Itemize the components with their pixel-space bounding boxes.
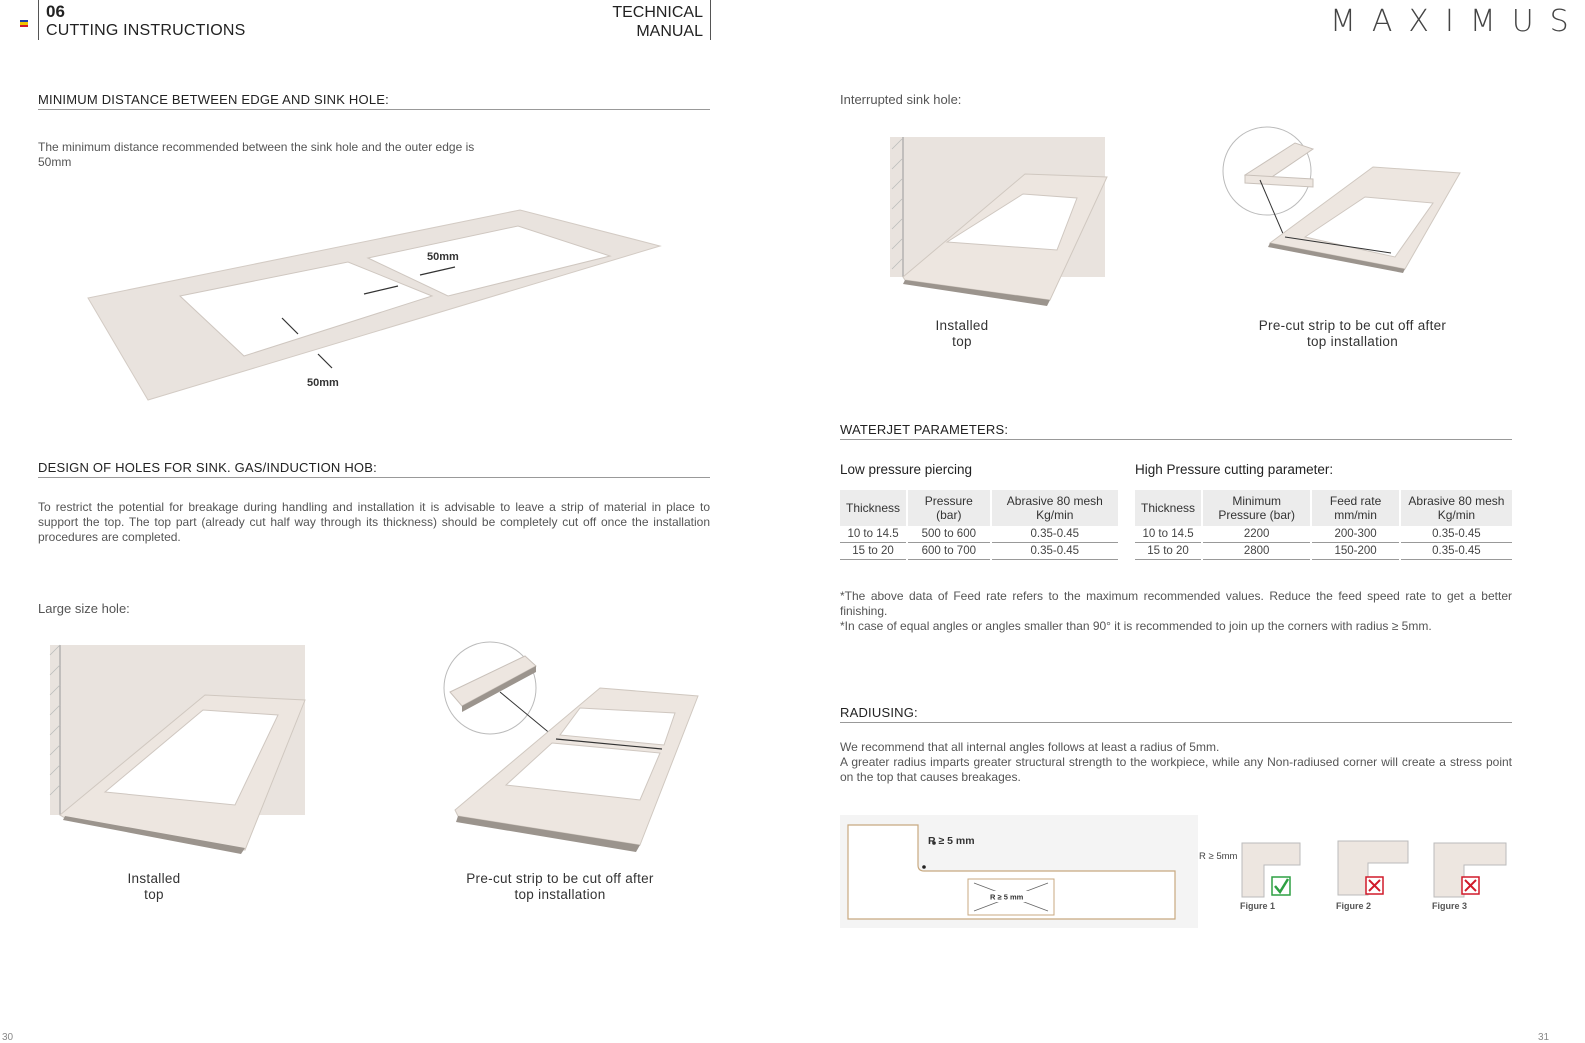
corner-figures	[1196, 835, 1514, 917]
low-pressure-table	[838, 490, 1120, 560]
high-header-thickness: Thickness	[1135, 490, 1201, 526]
table-cell: 15 to 20	[840, 543, 906, 560]
label-50mm-top: 50mm	[427, 251, 459, 263]
caption-installed-large-line2: top	[144, 887, 164, 902]
table-cell: 2200	[1203, 526, 1310, 543]
manual-title	[612, 3, 703, 41]
caption-precut-large-line1: Pre-cut strip to be cut off after	[466, 871, 654, 886]
table-cell: 15 to 20	[1135, 543, 1201, 560]
table-cell: 10 to 14.5	[1135, 526, 1201, 543]
arrow-bottom-b	[318, 354, 332, 368]
table-cell: 0.35-0.45	[992, 526, 1118, 543]
flag-stripe-red	[20, 25, 28, 27]
interrupted-precut-diagram	[1215, 125, 1470, 275]
manual-title-line2: MANUAL	[636, 23, 703, 40]
table-cell: 150-200	[1312, 543, 1399, 560]
interrupted-subtitle: Interrupted sink hole:	[840, 92, 962, 107]
low-header-abrasive: Abrasive 80 mesh Kg/min	[992, 490, 1118, 526]
radiusing-text	[840, 740, 1512, 785]
radiusing-text-line1: We recommend that all internal angles follows at least a radius of 5mm.	[840, 740, 1220, 754]
page-number-left: 30	[2, 1032, 14, 1043]
interrupted-installed-diagram	[885, 132, 1110, 307]
waterjet-note-angles: *In case of equal angles or angles smaller than 90° it is recommended to join up the corners with radius ≥ 5mm.	[840, 619, 1432, 633]
figure-2-label: Figure 2	[1336, 901, 1372, 911]
radius-label-outer: R ≥ 5 mm	[928, 835, 975, 847]
page-number-right: 31	[1538, 1032, 1550, 1043]
radiusing-text-line2: A greater radius imparts greater structural strength to the workpiece, while any Non-radiused corner will create a stress point on the top that causes breakages.	[840, 755, 1512, 784]
sink-distance-diagram	[80, 200, 670, 410]
low-header-thickness: Thickness	[840, 490, 906, 526]
figure-1	[1240, 843, 1300, 911]
radius-shape-diagram	[840, 815, 1200, 930]
section-title-waterjet: WATERJET PARAMETERS:	[840, 422, 1512, 440]
caption-precut-large	[440, 871, 680, 903]
figure-3	[1432, 843, 1506, 911]
high-header-feed-rate: Feed rate mm/min	[1312, 490, 1399, 526]
caption-installed-large	[94, 871, 214, 903]
caption-installed-interrupted	[902, 318, 1022, 350]
high-header-abrasive: Abrasive 80 mesh Kg/min	[1401, 490, 1512, 526]
table-cell: 500 to 600	[908, 526, 990, 543]
table-row	[840, 526, 1118, 543]
min-distance-text-line1: The minimum distance recommended between the sink hole and the outer edge is	[38, 140, 475, 154]
radius-marker-top	[922, 865, 926, 869]
large-hole-installed-diagram	[45, 640, 315, 860]
section-title-hole-design: DESIGN OF HOLES FOR SINK. GAS/INDUCTION HOB:	[38, 460, 710, 478]
table-row	[1135, 543, 1512, 560]
figure-1-label: Figure 1	[1240, 901, 1276, 911]
min-distance-text	[38, 140, 538, 170]
chapter-header	[38, 0, 711, 40]
radius-label-inner: R ≥ 5 mm	[990, 892, 1024, 902]
language-flag-icon	[20, 20, 28, 27]
table-row	[1135, 526, 1512, 543]
caption-precut-interrupted-line2: top installation	[1306, 334, 1399, 349]
corner-radius-label: R ≥ 5mm	[1199, 851, 1238, 862]
high-header-pressure: Minimum Pressure (bar)	[1203, 490, 1310, 526]
low-header-pressure: Pressure (bar)	[908, 490, 990, 526]
caption-installed-large-line1: Installed	[127, 871, 181, 886]
table-cell: 600 to 700	[908, 543, 990, 560]
hole-design-text: To restrict the potential for breakage during handling and installation it is advisable to leave a strip of material in place to support the top. The top part (already cut half way through its thickness) should be completely cut off once the installation procedures are completed.	[38, 500, 710, 544]
section-title-min-distance: MINIMUM DISTANCE BETWEEN EDGE AND SINK HOLE:	[38, 92, 710, 110]
caption-precut-interrupted	[1230, 318, 1475, 350]
caption-installed-interrupted-line2: top	[952, 334, 972, 349]
figure-3-label: Figure 3	[1432, 901, 1468, 911]
chapter-number: 06	[46, 2, 65, 21]
label-50mm-bottom: 50mm	[307, 377, 339, 389]
high-pressure-table	[1133, 490, 1514, 560]
figure-1-corner	[1242, 843, 1300, 897]
large-hole-subtitle: Large size hole:	[38, 601, 130, 616]
min-distance-text-line2: 50mm	[38, 155, 72, 169]
section-title-radiusing: RADIUSING:	[840, 705, 1512, 723]
manual-title-line1: TECHNICAL	[612, 4, 703, 21]
caption-precut-interrupted-line1: Pre-cut strip to be cut off after	[1258, 318, 1447, 333]
table-cell: 10 to 14.5	[840, 526, 906, 543]
large-hole-precut-diagram	[440, 640, 705, 860]
waterjet-notes	[840, 589, 1512, 634]
table-row	[840, 543, 1118, 560]
chapter-title: CUTTING INSTRUCTIONS	[46, 22, 246, 39]
table-cell: 2800	[1203, 543, 1310, 560]
table-cell: 0.35-0.45	[992, 543, 1118, 560]
brand-logo: MAXIMUS	[1330, 4, 1585, 39]
header-divider	[710, 0, 711, 40]
waterjet-note-feed-rate: *The above data of Feed rate refers to the maximum recommended values. Reduce the feed speed rate to get a better finishing.	[840, 589, 1512, 618]
low-pressure-title: Low pressure piercing	[840, 462, 973, 477]
high-pressure-title: High Pressure cutting parameter:	[1135, 462, 1334, 477]
caption-precut-large-line2: top installation	[514, 887, 606, 902]
figure-2	[1336, 841, 1408, 911]
caption-installed-interrupted-line1: Installed	[935, 318, 989, 333]
table-cell: 200-300	[1312, 526, 1399, 543]
table-cell: 0.35-0.45	[1401, 543, 1512, 560]
table-cell: 0.35-0.45	[1401, 526, 1512, 543]
